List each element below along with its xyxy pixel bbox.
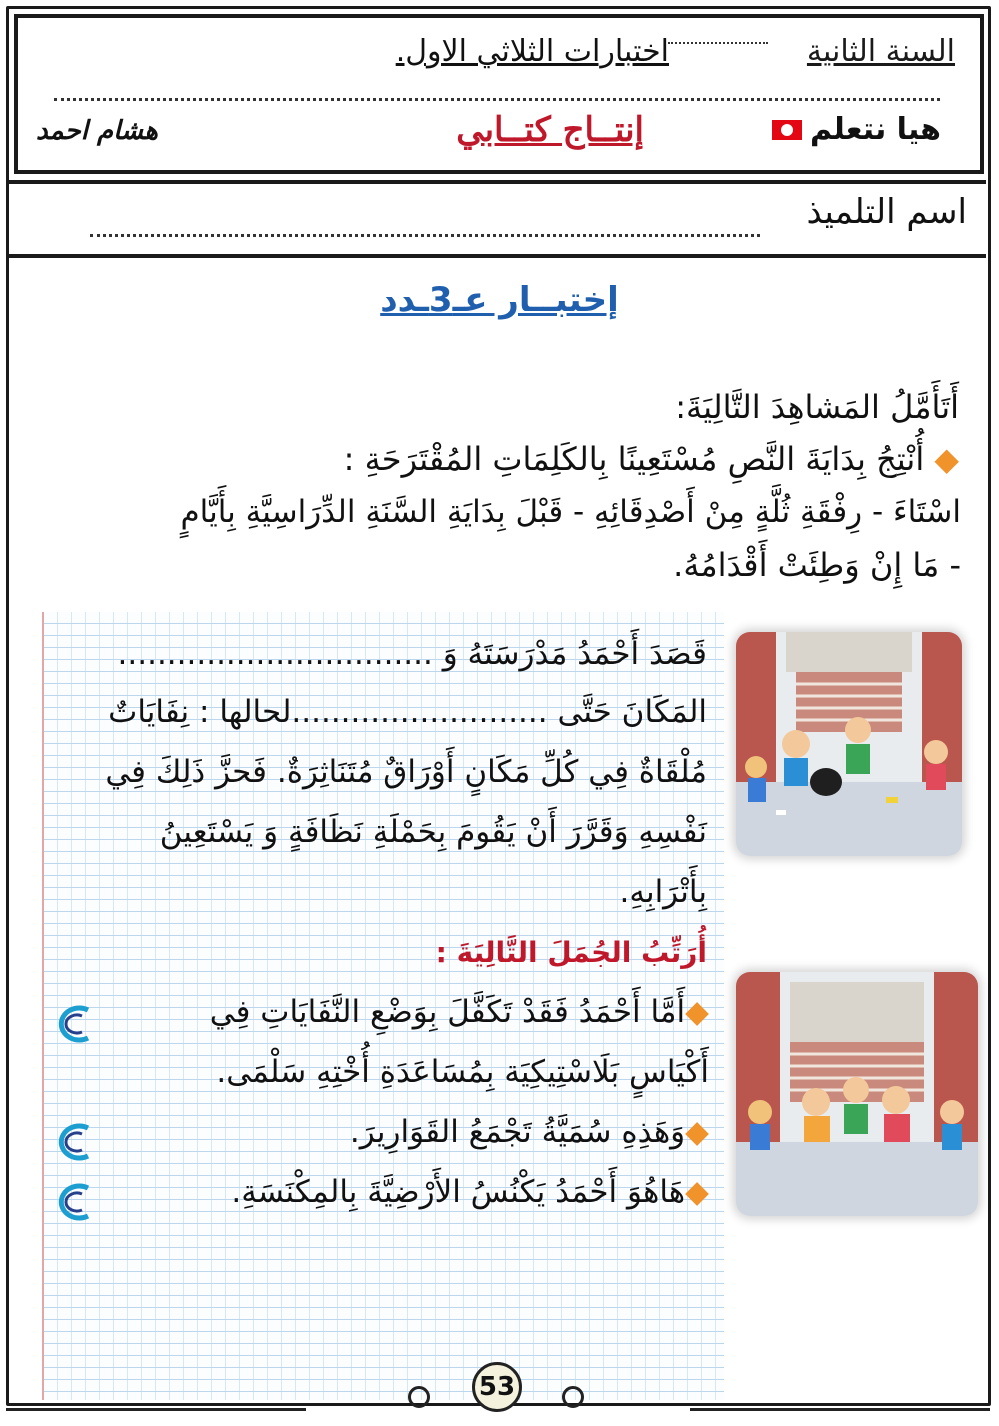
header-dots-mid [54,98,940,101]
brand-text: هيا نتعلم [810,112,941,147]
order-sentence-2: ◆وَهَذِهِ سُمَيَّةُ تَجْمَعُ القَوَارِيرَ. [349,1114,709,1150]
subject-label: إنتــاج كتــابي [456,110,644,150]
order-sentence-1: ◆أَمَّا أَحْمَدُ فَقَدْ تَكَفَّلَ بِوَضْعِ النَّفَايَاتِ فِي [209,994,709,1030]
passage-line-2: المَكَانَ حَتَّى ..........................لحالها : نِفَايَاتٌ [108,694,707,730]
test-title: إختبــار عـ3ـدد [380,280,619,320]
suggested-words-line1: اسْتَاءَ - رِفْقَةِ ثُلَّةٍ مِنْ أَصْدِقَائِهِ - قَبْلَ بِدَايَةِ السَّنَةِ الدِّرَاسِيَّةِ بِأَيَّامٍ [180,494,961,530]
student-name-label: اسم التلميذ [806,192,967,232]
answer-circle-icon[interactable] [48,1182,94,1222]
instruction-observe: أَتَأَمَّلُ المَشاهِدَ التَّالِيَةَ: [675,388,959,426]
passage-line-3: مُلْقَاةٌ فِي كُلِّ مَكَانٍ أَوْرَاقٌ مُتَنَاثِرَةٌ. فَحزَّ ذَلِكَ فِي [105,754,707,790]
decor-circle-right [562,1386,584,1408]
bottom-rule-left [6,1408,306,1411]
suggested-words-line2: - مَا إِنْ وَطِئَتْ أَقْدَامُهُ. [673,546,961,584]
page-number: 53 [478,1372,516,1402]
order-sentence-3: ◆هَاهُوَ أَحْمَدُ يَكْنُسُ الأَرْضِيَّةَ بِالمِكْنَسَةِ. [231,1174,709,1210]
page-number-badge [472,1362,522,1412]
bullet-icon: ◆ [685,1114,709,1150]
bullet-icon: ◆ [924,440,959,478]
answer-circle-icon[interactable] [48,1004,94,1044]
student-name-field[interactable] [90,234,760,237]
instruction-produce: ◆ أُنْتِجُ بِدَايَةَ النَّصِ مُسْتَعِينًا بِالكَلِمَاتِ المُقْتَرَحَةِ : [343,440,959,478]
passage-line-1: قَصَدَ أَحْمَدُ مَدْرَسَتَهُ وَ ................................ [117,636,707,672]
school-scene-2-illustration [736,972,978,1216]
answer-circle-icon[interactable] [48,1122,94,1162]
bullet-icon: ◆ [685,994,709,1030]
school-scene-1-illustration [736,632,962,856]
order-sentence-1-cont: أَكْيَاسٍ بَلَاسْتِيكِيَة بِمُسَاعَدَةِ أُخْتِهِ سَلْمَى. [216,1054,709,1090]
passage-line-5: بِأَتْرَابِهِ. [619,874,707,910]
decor-circle-left [408,1386,430,1408]
tunisia-flag-icon [772,120,802,140]
author-name: هشام احمد [36,116,158,146]
passage-line-4: نَفْسِهِ وَقَرَّرَ أَنْ يَقُومَ بِحَمْلَةِ نَظَافَةٍ وَ يَسْتَعِينُ [159,814,707,850]
scene-image-1 [736,632,962,856]
brand-label [772,112,941,147]
level-label: السنة الثانية [806,34,955,69]
bottom-rule-right [690,1408,990,1411]
exam-title: اختبارات الثلاثي الاول. [395,34,669,69]
scene-image-2 [736,972,978,1216]
bullet-icon: ◆ [685,1174,709,1210]
order-task-title: أُرَتِّبُ الجُمَلَ التَّالِيَةَ : [435,936,707,969]
header-dots-top [668,42,768,44]
